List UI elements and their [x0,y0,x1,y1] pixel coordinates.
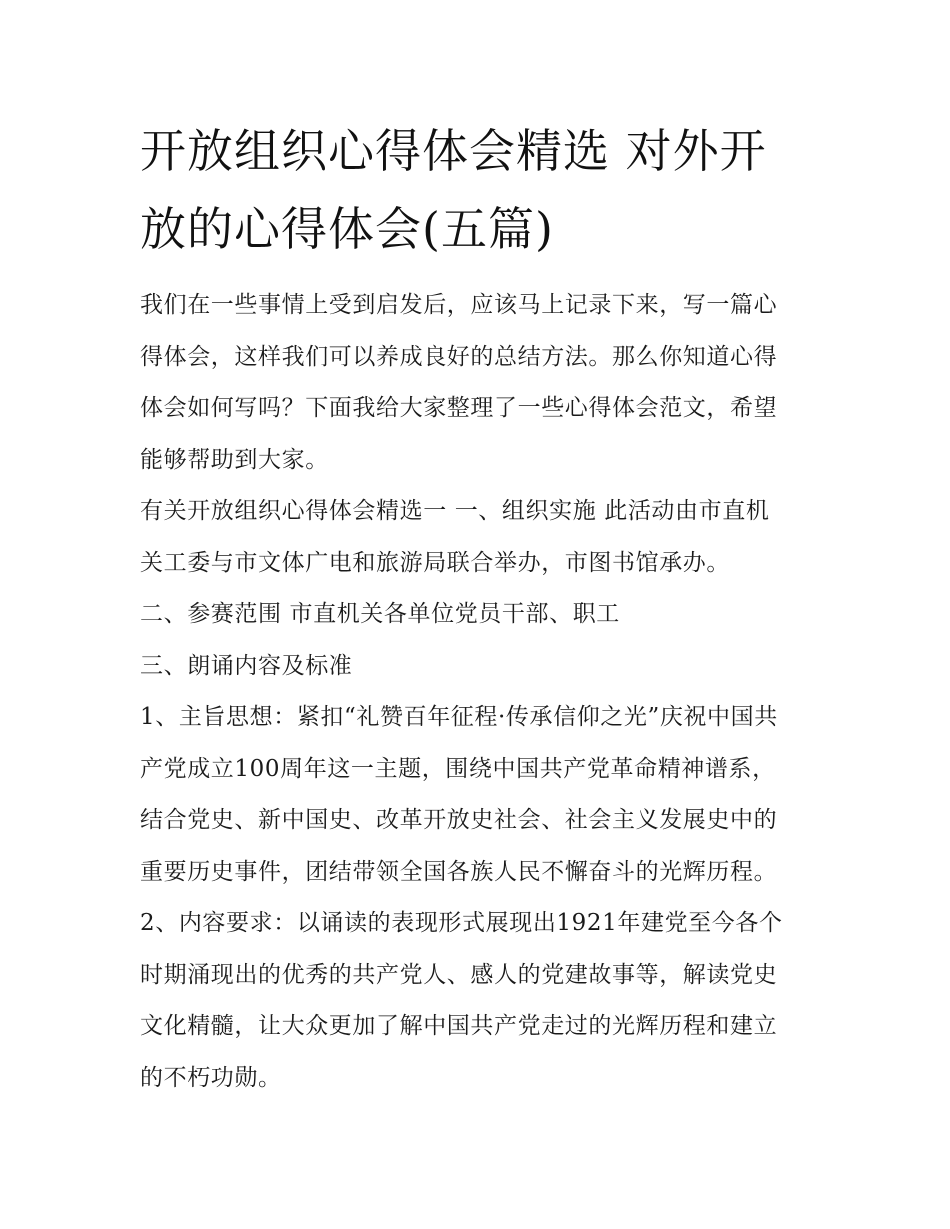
body-line: 结合党史、新中国史、改革开放史社会、社会主义发展史中的 [140,807,778,833]
body-line: 的不朽功勋。 [140,1064,282,1091]
body-line: 得体会，这样我们可以养成良好的总结方法。那么你知道心得 [140,343,778,370]
body-line: 关工委与市文体广电和旅游局联合举办，市图书馆承办。 [140,549,730,576]
body-line: 产党成立100周年这一主题，围绕中国共产党革命精神谱系， [140,755,776,782]
document-title [140,112,820,268]
body-line: 能够帮助到大家。 [140,446,329,473]
body-line: 重要历史事件，团结带领全国各族人民不懈奋斗的光辉历程。 [140,858,778,885]
document-body [140,280,820,1104]
title-line: 开放组织心得体会精选 对外开 [140,124,767,178]
body-line: 三、朗诵内容及标准 [140,652,353,679]
body-line: 二、参赛范围 市直机关各单位党员干部、职工 [140,601,620,627]
body-line: 我们在一些事情上受到启发后，应该马上记录下来，写一篇心 [140,292,778,318]
title-line: 放的心得体会(五篇) [140,202,554,256]
body-line: 1、主旨思想：紧扣“礼赞百年征程·传承信仰之光”庆祝中国共 [140,704,778,730]
body-line: 2、内容要求：以诵读的表现形式展现出1921年建党至今各个 [140,910,783,936]
body-line: 文化精髓，让大众更加了解中国共产党走过的光辉历程和建立 [140,1013,778,1039]
body-line: 有关开放组织心得体会精选一 一、组织实施 此活动由市直机 [140,498,770,524]
body-line: 时期涌现出的优秀的共产党人、感人的党建故事等，解读党史 [140,961,778,988]
body-line: 体会如何写吗？下面我给大家整理了一些心得体会范文，希望 [140,395,778,421]
